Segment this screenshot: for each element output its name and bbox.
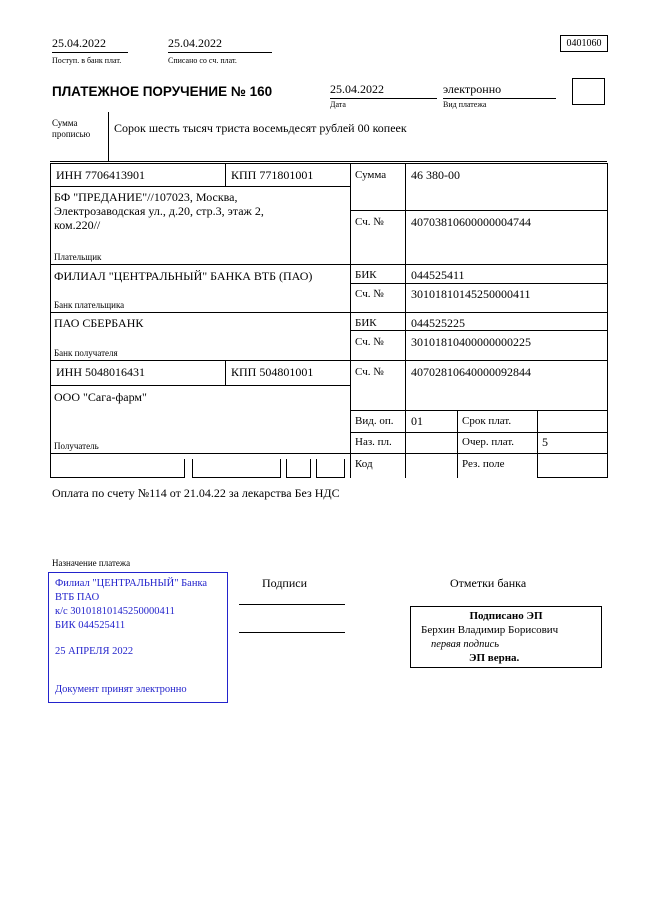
bank-stamp-line: к/с 30101810145250000411 <box>55 605 175 617</box>
sum-label: Сумма <box>355 169 387 181</box>
grid-line <box>225 163 226 186</box>
tax-field-cell <box>316 459 345 478</box>
date-received-field: 25.04.2022 <box>52 36 128 53</box>
bank-stamp-date: 25 АПРЕЛЯ 2022 <box>55 646 134 658</box>
grid-line <box>225 360 226 385</box>
status-field-box <box>572 78 605 105</box>
date-received-label: Поступ. в банк плат. <box>52 56 122 65</box>
payer-account: 40703810600000004744 <box>411 215 531 229</box>
grid-line <box>607 163 608 478</box>
grid-line <box>350 163 351 478</box>
tax-field-cell <box>50 459 185 478</box>
kod-label: Код <box>355 458 373 470</box>
sum-value: 46 380-00 <box>411 168 460 182</box>
amount-words-value: Сорок шесть тысяч триста восемьдесят рублей 00 копеек <box>114 121 407 135</box>
requisites-table <box>50 163 607 478</box>
payment-type-field: электронно <box>443 82 556 99</box>
payment-type-label: Вид платежа <box>443 100 487 109</box>
amount-words-label-line1: Сумма <box>52 118 78 128</box>
amount-words-label-line2: прописью <box>52 129 91 139</box>
payee-bank-bik-label: БИК <box>355 317 377 329</box>
rez-pole-label: Рез. поле <box>462 458 505 470</box>
ocher-plat-label: Очер. плат. <box>462 436 515 448</box>
payer-inn: ИНН 7706413901 <box>56 168 145 182</box>
grid-line <box>50 453 607 454</box>
grid-line <box>405 163 406 478</box>
bank-stamp-line: Филиал "ЦЕНТРАЛЬНЫЙ" Банка <box>55 578 208 589</box>
date-debited-label: Списано со сч. плат. <box>168 56 237 65</box>
amount-words-row <box>50 112 607 162</box>
vid-op-value: 01 <box>411 414 423 428</box>
payee-bank-name: ПАО СБЕРБАНК <box>54 316 144 330</box>
payee-account-label: Сч. № <box>355 366 384 378</box>
document-date-label: Дата <box>330 100 346 109</box>
grid-line <box>350 283 607 284</box>
grid-line <box>350 330 607 331</box>
document-date-field: 25.04.2022 <box>330 82 437 99</box>
tax-field-cell <box>286 459 311 478</box>
signature-stamp-title: Подписано ЭП <box>469 610 543 622</box>
signature-line <box>239 632 345 633</box>
signature-stamp-box <box>410 606 602 668</box>
payer-bank-bik: 044525411 <box>411 268 465 282</box>
payer-account-label: Сч. № <box>355 216 384 228</box>
payer-section-label: Плательщик <box>54 252 102 262</box>
ocher-plat-value: 5 <box>542 435 548 449</box>
payee-bank-account-label: Сч. № <box>355 336 384 348</box>
vid-op-label: Вид. оп. <box>355 415 394 427</box>
naz-pl-label: Наз. пл. <box>355 436 392 448</box>
grid-line <box>50 186 350 187</box>
bank-marks-header: Отметки банка <box>450 576 527 590</box>
payer-bank-name: ФИЛИАЛ "ЦЕНТРАЛЬНЫЙ" БАНКА ВТБ (ПАО) <box>54 269 313 283</box>
bank-stamp-box <box>48 572 228 703</box>
bank-stamp-line: ВТБ ПАО <box>55 591 100 603</box>
grid-line <box>50 163 51 478</box>
signer-name: Берхин Владимир Борисович <box>421 624 559 637</box>
grid-line <box>50 163 607 164</box>
payee-section-label: Получатель <box>54 441 99 451</box>
form-code-box: 0401060 <box>560 35 608 52</box>
grid-line <box>50 312 607 313</box>
rez-pole-value-cell <box>537 459 607 478</box>
grid-line <box>350 410 607 411</box>
srok-plat-label: Срок плат. <box>462 415 512 427</box>
payer-name: БФ "ПРЕДАНИЕ"//107023, Москва, Электрозаводская ул., д.20, стр.3, этаж 2, ком.220// <box>54 190 264 233</box>
grid-line <box>108 112 109 162</box>
payee-bank-section-label: Банк получателя <box>54 348 118 358</box>
signature-line <box>239 604 345 605</box>
signature-verified: ЭП верна. <box>469 652 520 665</box>
bank-stamp-footer: Документ принят электронно <box>55 684 187 696</box>
signatures-header: Подписи <box>262 576 308 590</box>
tax-field-cell <box>192 459 281 478</box>
payee-bank-account: 30101810400000000225 <box>411 335 531 349</box>
payer-kpp: КПП 771801001 <box>231 168 314 182</box>
payer-bank-account: 30101810145250000411 <box>411 287 531 301</box>
grid-line <box>350 432 607 433</box>
signature-role: первая подпись <box>431 638 500 650</box>
grid-line <box>350 210 607 211</box>
document-title: ПЛАТЕЖНОЕ ПОРУЧЕНИЕ № 160 <box>52 84 273 99</box>
payee-inn: ИНН 5048016431 <box>56 365 145 379</box>
payee-account: 40702810640000092844 <box>411 365 531 379</box>
payee-name: ООО "Сага-фарм" <box>54 390 147 404</box>
grid-line <box>457 410 458 478</box>
payer-bank-bik-label: БИК <box>355 269 377 281</box>
date-debited-field: 25.04.2022 <box>168 36 272 53</box>
payer-bank-section-label: Банк плательщика <box>54 300 125 310</box>
grid-line <box>50 360 607 361</box>
payee-kpp: КПП 504801001 <box>231 365 314 379</box>
payer-bank-account-label: Сч. № <box>355 288 384 300</box>
payment-purpose-label: Назначение платежа <box>52 558 131 568</box>
payee-bank-bik: 044525225 <box>411 316 465 330</box>
grid-line <box>50 385 350 386</box>
bank-stamp-line: БИК 044525411 <box>55 619 126 631</box>
grid-line <box>50 264 607 265</box>
payment-purpose-text: Оплата по счету №114 от 21.04.22 за лекарства Без НДС <box>52 486 340 500</box>
